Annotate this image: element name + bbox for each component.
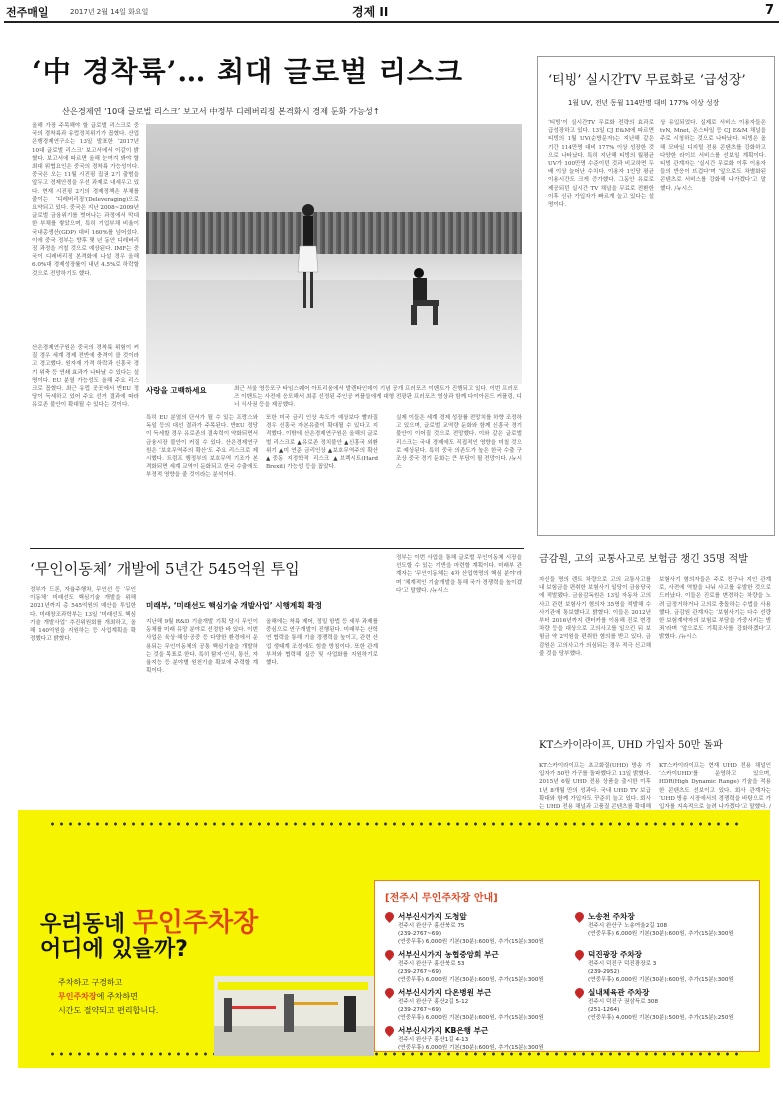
info-box-title: [전주시 무인주차장 안내] [385,893,498,904]
lot-left-2: 서부신시가지 농협중앙회 부근 전주시 완산구 홍산북로 53 (239-2767~69) (연중무휴) 6,000원 기본(30분):600원, 추가(15분):300원 [385,949,575,984]
ad-body [58,976,158,1018]
page-number: 7 [765,3,775,18]
lead-subheadline: 산은경제연 ‘10대 글로벌 리스크’ 보고서 中정부 디레버리징 본격화시 경제 둔화 가능성↑ [62,106,380,116]
tving-col2: 상 유입되었다. 실제로 서비스 이용자들은 tvN, Mnet, 온스타일 등 CJ E&M 채널을 주로 시청하는 것으로 나타났다. 티빙은 올해 모바일 디지털 전용 콘텐츠를 강화하고 다양한 라이브 서비스를 선보일 계획이다. 티빙 관계자는 ‘실시간 무료화 이후 이용자들의 반응이 뜨겁다’며 ‘앞으로도 차별화된 콘텐츠로 서비스를 강화해 나가겠다’고 말했다. /뉴시스 [660,120,766,192]
insurance-col2: 보험사기 혐의자들은 주로 친구나 지인 관계로, 사전에 역할을 나눠 사고를 유발한 것으로 드러났다. 이들은 진로를 변경하는 차량을 노려 급정거하거나 고의로 충돌하는 수법을 사용했다. 금감원 관계자는 ‘보험사기는 다수 선량한 보험계약자의 보험료 부담을 가중시키는 범죄’라며 ‘앞으로도 기획조사를 강화하겠다’고 밝혔다. /뉴시스 [659,577,771,641]
lead-article [0,40,530,580]
lead-col3: 또한 미국 금리 인상 속도가 예상보다 빨라질 경우 신흥국 자본유출이 확대될 수 있다고 지적했다. 이밖에 산은경제연구원은 올해의 글로벌 리스크로 ▲유로존 정치불안 ▲신흥국 외환위기 ▲미 연준 금리인상 ▲보호무역주의 확산 ▲중동 지정학적 리스크 ▲브렉시트(Hard Brexit) 가능성 등을 꼽았다. [266,415,378,471]
parking-gate-illustration [214,976,374,1056]
kt-col1: KT스카이라이프는 초고화질(UHD) 방송 가입자가 50만 가구를 돌파했다고 13일 밝혔다. 2015년 6월 UHD 전용 상품을 출시한 이후 1년 8개월 만의 성과다. 국내 UHD TV 보급 확대와 함께 가입자도 꾸준히 늘고 있다. 회사는 UHD 전용 채널과 고품질 콘텐츠를 확대해 [539,763,651,811]
parking-info-box [374,880,760,1052]
drone-col3: 올해에는 착륙 제어, 정밀 항법 등 세부 과제를 중심으로 연구개발이 진행된다. 미래부는 산학연 협력을 통해 기술 경쟁력을 높이고, 관련 산업 생태계 조성에도 힘쓸 방침이다. 또한 관계 부처와 협력해 실증 및 사업화를 지원하기로 했다. [266,619,378,667]
ad-body-highlight: 무인주차장 [58,992,97,1001]
ad-body-line2-suffix: 에 주차하면 [96,992,138,1001]
lot-right-2: 덕진광장 주차장 전주시 덕진구 덕진광장로 3 (239-2952) (연중무휴) 6,000원 기본(30분):600원, 추가(15분):300원 [575,949,757,984]
ad-headline-highlight: 무인주차장 [132,908,259,938]
drone-article [0,552,530,722]
location-pin-icon [573,910,586,923]
lead-col1: 올해 가장 주목해야 할 글로벌 리스크로 중국의 경착륙과 유럽정치위기가 꼽혔다. 산업은행경제연구소는 13일 발표한 ‘2017년 10대 글로벌 리스크’ 보고서에서 이같이 밝혔다. 보고서에 따르면 올해 눈여겨 봐야 할 최대 위협요인은 중국의 경착륙 가능성이다. 중국은 오는 11월 시진핑 집권 2기 출범을 앞두고 경제안정을 우선 과제로 내세우고 있다. 현재 시진핑 2기의 경제정책은 부채를 줄이는 ‘디레버리징’(Deleveraging)으로 요약되고 있다. 중국은 지난 2008~2009년 글로벌 금융위기를 벗어나는 과정에서 막대한 부채를 쌓았으며, 특히 기업부채 비율이 국내총생산(GDP) 대비 160%를 넘어섰다. 이에 중국 정부는 향후 몇 년 동안 디레버리징 과정을 거칠 것으로 예상된다. IMF는 중국이 디레버리징 본격화에 나설 경우 올해 6.0%대 경제성장률이 내년 4.5%로 하락할 것으로 전망하기도 했다. [32,123,139,277]
ad-bottom-dots [48,1052,740,1056]
location-pin-icon [383,1024,396,1037]
page-header [0,0,783,22]
insurance-col1: 자신들 명의 렌트 차량으로 고의 교통사고를 내 보험금을 편취한 보험사기 일당이 금융당국에 적발됐다. 금융감독원은 13일 자동차 고의사고 관련 보험사기 혐의자 35명을 적발해 수사기관에 통보했다고 밝혔다. 이들은 2012년부터 2016년까지 렌터카를 이용해 진로 변경 차량 등을 대상으로 고의사고를 일으킨 뒤 보험금 약 2억원을 편취한 혐의를 받고 있다. 금감원은 고의사고가 의심되는 경우 적극 신고해 줄 것을 당부했다. [539,577,651,657]
ad-body-line1: 주차하고 구경하고 [58,978,123,987]
lead-headline: ‘中 경착륙’… 최대 글로벌 리스크 [32,55,464,88]
kt-col2: KT스카이라이프는 현재 UHD 전용 채널인 ‘스카이UHD’를 운영하고 있으며, HDR(High Dynamic Range) 기술을 적용한 콘텐츠도 선보이고 있다. 회사 관계자는 ‘UHD 방송 시장에서의 경쟁력을 바탕으로 가입자를 지속적으로 늘려 나가겠다’고 말했다. / [659,763,771,811]
drone-col4: 정부는 이번 사업을 통해 글로벌 무인이동체 시장을 선도할 수 있는 기반을 마련할 계획이다. 미래부 관계자는 ‘무인이동체는 4차 산업혁명의 핵심 분야’라며 ‘체계적인 기술개발을 통해 국가 경쟁력을 높이겠다’고 말했다. /뉴시스 [396,555,522,594]
location-pin-icon [383,986,396,999]
photo-caption-label: 사랑을 고백하세요 [146,386,207,395]
tving-col1: ‘티빙’이 실시간TV 무료화 전략의 효과로 급성장하고 있다. 13일 CJ E&M에 따르면 티빙의 1월 UV(순방문자)는 지난해 같은 기간 114만명 대비 177% 이상 성장한 것으로 나타났다. 특히 지난해 티빙의 월평균 UV가 100만명 수준이던 것과 비교하면 두 배 이상 늘어난 수치다. 이용자 1인당 평균 이용시간도 크게 증가했다. 그동안 유료로 제공되던 실시간 TV 채널을 무료로 전환한 이후 신규 가입자가 빠르게 늘고 있다는 설명이다. [548,120,654,209]
tving-article [537,56,775,536]
parking-ad [18,810,770,1068]
insurance-article [537,542,775,722]
lot-left-1: 서부신시가지 도청앞 전주시 완산구 홍산북로 75 (239-2767~69) (연중무휴) 6,000원 기본(30분):600원, 추가(15분):300원 [385,911,575,946]
drone-subheadline: 미래부, ‘미래선도 핵심기술 개발사업’ 시행계획 확정 [146,601,322,610]
header-rule [4,21,779,23]
tving-headline: ‘티빙’ 실시간TV 무료화로 ‘급성장’ [548,73,746,88]
lot-left-4: 서부신시가지 KB은행 부근 전주시 완산구 홍산1길 4-13 (연중무휴) 6,000원 기본(30분):600원, 추가(15분):300원 [385,1025,575,1052]
lot-right-1: 노송천 주차장 전주시 완산구 노송여울2길 108 (연중무휴) 6,000원 기본(30분):600원, 추가(15분):300원 [575,911,757,938]
photo-caption: 최근 서울 영등포구 타임스퀘어 아트리움에서 발렌타인데이 기념 공개 프러포즈 이벤트가 진행되고 있다. 이번 프러포즈 이벤트는 사전에 응모해서 최종 선정된 주인공 커플들에게 대형 전광판 프러포즈 영상과 함께 다이아몬드 커플링, 디너 식사권 등을 제공했다. [234,386,522,409]
ad-headline-line2: 어디에 있을까? [40,937,188,962]
location-pin-icon [383,910,396,923]
lead-col2: 특히 EU 분열의 단서가 될 수 있는 프랑스와 독일 등의 대선 결과가 주목된다. 반EU 정당이 득세할 경우 유로존의 결속력이 약화되면서 금융시장 불안이 커질 수 있다. 산은경제연구원은 ‘보호무역주의 확산’도 주요 리스크로 제시했다. 트럼프 행정부의 보호무역 기조가 본격화되면 세계 교역이 둔화되고 한국 수출에도 부정적 영향을 줄 것이라는 분석이다. [146,415,258,479]
kt-headline: KT스카이라이프, UHD 가입자 50만 돌파 [539,740,723,751]
drone-headline: ‘무인이동체’ 개발에 5년간 545억원 투입 [30,560,300,578]
proposal-photo [146,124,522,384]
lot-right-3: 실내체육관 주차장 전주시 덕진구 권삼득로 308 (251-1264) (연중무휴) 4,000원 기본(30분):500원, 추가(15분):250원 [575,987,757,1022]
location-pin-icon [573,986,586,999]
drone-col2: 지난해 9월 R&D 기술개발 기획 당시 무인이동체를 미래 유망 분야로 선정한 바 있다. 이번 사업은 육상·해상·공중 등 다양한 환경에서 운용되는 무인이동체의 공통 핵심기술을 개발하는 것을 목표로 한다. 특히 탐지·인식, 통신, 자율지능 등 분야별 원천기술 확보에 주력할 계획이다. [146,619,258,675]
lead-col4: 실제 이들은 세계 경제 성장률 전망치를 하향 조정하고 있으며, 글로벌 교역량 둔화와 함께 신흥국 경기 불안이 이어질 것으로 전망했다. 이와 같은 글로벌 리스크는 국내 경제에도 직접적인 영향을 미칠 것으로 예상된다. 특히 중국 의존도가 높은 한국 수출 구조상 중국 경기 둔화는 큰 부담이 될 전망이다. /뉴시스 [396,415,522,471]
lot-left-3: 서부신시가지 다온병원 부근 전주시 완산구 홍산2길 5-12 (239-2767~69) (연중무휴) 6,000원 기본(30분):600원, 추가(15분):300원 [385,987,575,1022]
paper-name: 전주매일 [6,6,49,19]
ad-headline-prefix: 우리동네 [40,912,126,937]
man-figure [409,267,443,327]
drone-col1: 정부가 드론, 자율주행차, 무인선 등 ‘무인이동체’ 미래선도 핵심기술 개발을 위해 2021년까지 총 545억원의 예산을 투입한다. 미래창조과학부는 13일 ‘미래선도 핵심기술 개발사업’ 추진위원회를 개최하고, 올해 140억원을 지원하는 등 사업계획을 확정했다고 밝혔다. [30,587,136,643]
tving-subheadline: 1월 UV, 전년 동월 114만명 대비 177% 이상 성장 [568,99,720,107]
location-pin-icon [573,948,586,961]
lead-col1b: 산은경제연구원은 중국의 경착륙 위험이 커질 경우 세계 경제 전반에 충격이 클 것이라고 경고했다. 원자재 가격 하락과 신흥국 경기 위축 등 연쇄 효과가 나타날 수 있다는 설명이다. EU 분열 가능성도 올해 주요 리스크로 꼽혔다. 최근 유럽 곳곳에서 반EU 정당이 득세하고 있어 주요 선거 결과에 따라 유로존 불안이 확대될 수 있다는 것이다. [32,345,139,409]
insurance-headline: 금감원, 고의 교통사고로 보험금 챙긴 35명 적발 [539,554,748,565]
ad-top-dots [48,822,740,826]
section-name: 경제 II [352,5,389,19]
ad-body-line3: 시간도 절약되고 편리합니다. [58,1006,159,1015]
issue-date: 2017년 2월 14일 화요일 [70,8,149,16]
lead-bottom-rule [30,548,524,549]
woman-figure [296,202,320,312]
location-pin-icon [383,948,396,961]
